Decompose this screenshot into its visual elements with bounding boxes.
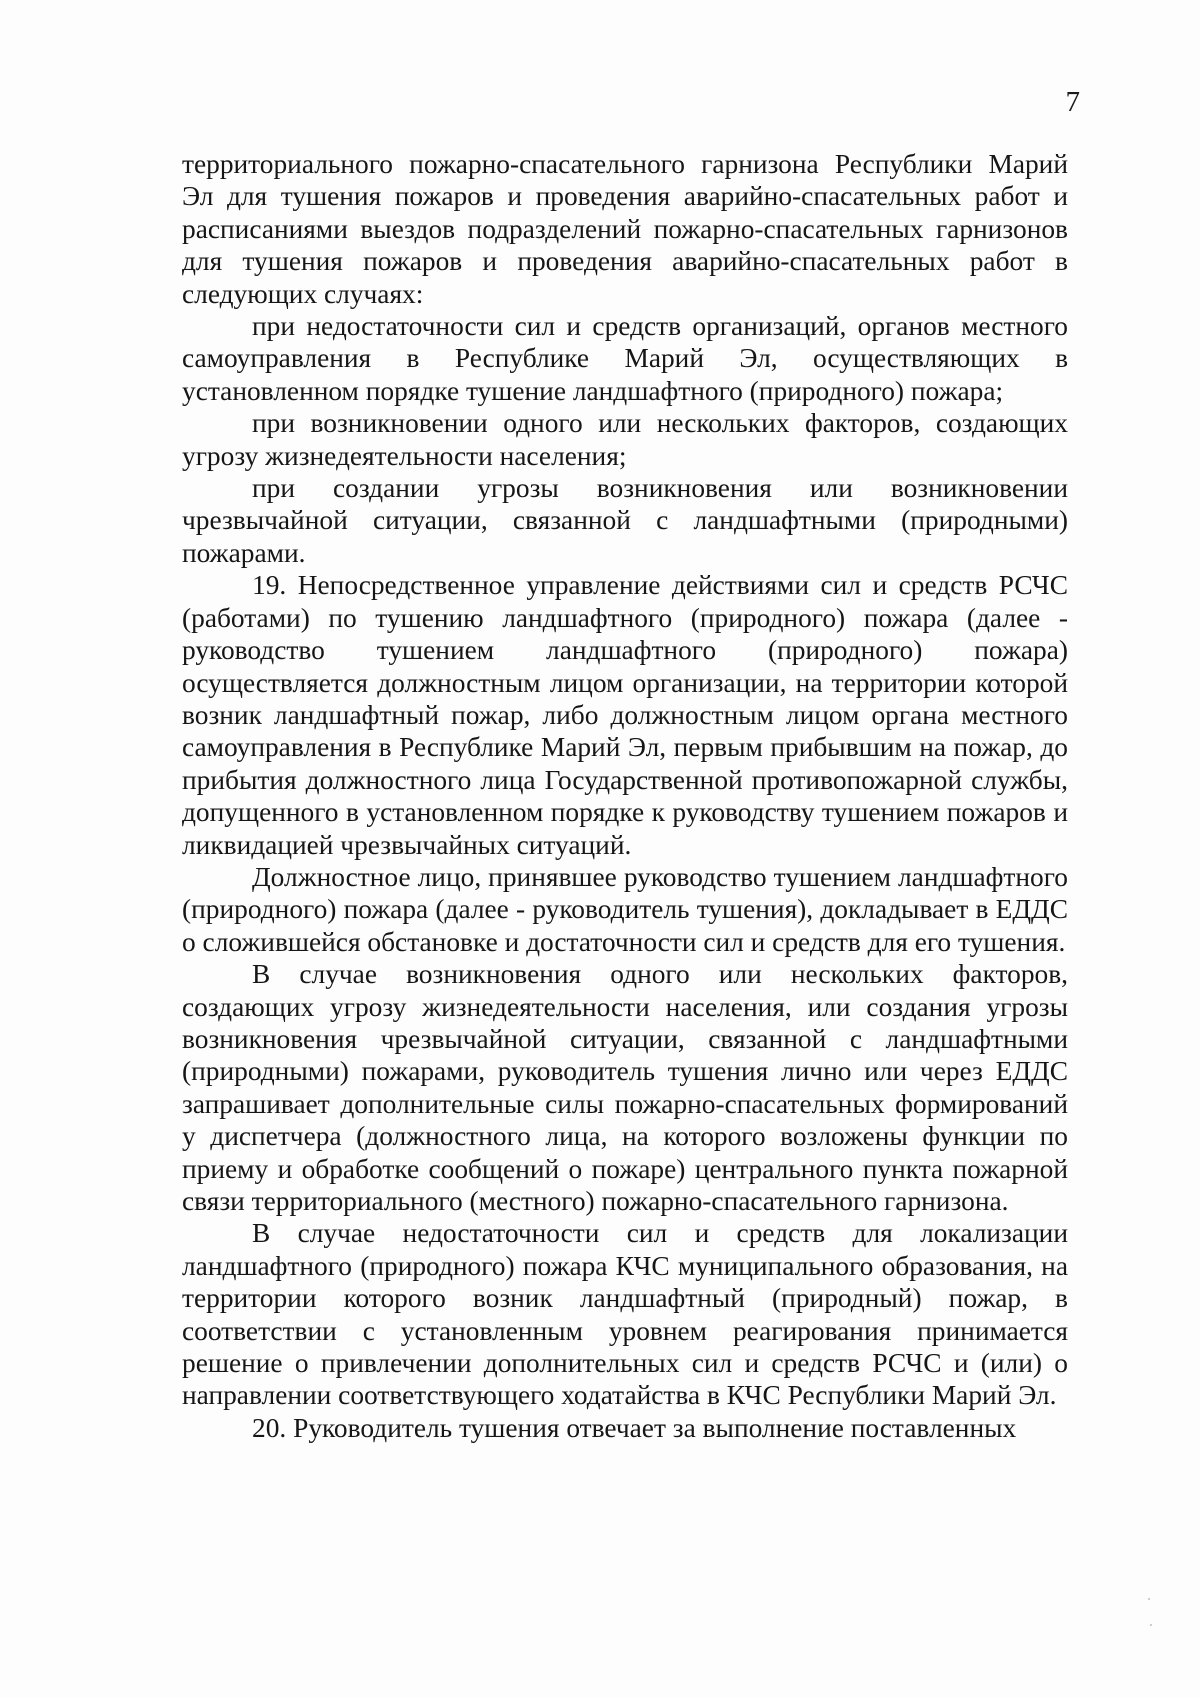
paragraph-item-19: 19. Непосредственное управление действиями сил и средств РСЧС (работами) по тушению ландшафтного (природного) пожара (далее - руководство тушением ландшафтного (природного) пожара) осуществляется должностным лицом организации, на территории которой возник ландшафтный пожар, либо должностным лицом органа местного самоуправления в Республике Марий Эл, первым прибывшим на пожар, до прибытия должностного лица Государственной противопожарной службы, допущенного в установленном порядке к руководству тушением пожаров и ликвидацией чрезвычайных ситуаций.: [182, 570, 1068, 860]
paragraph-official-report: Должностное лицо, принявшее руководство тушением ландшафтного (природного) пожара (далее - руководитель тушения), докладывает в ЕДДС о сложившейся обстановке и достаточности сил и средств для его тушения.: [182, 861, 1068, 957]
paragraph-case-emergency-threat: при создании угрозы возникновения или возникновении чрезвычайной ситуации, связанной с ландшафтными (природными) пожарами.: [182, 473, 1068, 568]
scan-speck: [1150, 1624, 1152, 1626]
paragraph-kchs-decision: В случае недостаточности сил и средств для локализации ландшафтного (природного) пожара КЧС муниципального образования, на территории которого возник ландшафтный (природный) пожар, в соответствии с установленным уровнем реагирования принимается решение о привлечении дополнительных сил и средств РСЧС и (или) о направлении соответствующего ходатайства в КЧС Республики Марий Эл.: [182, 1218, 1068, 1411]
document-body: [182, 148, 1068, 1444]
paragraph-additional-forces-request: В случае возникновения одного или нескольких факторов, создающих угрозу жизнедеятельности населения, или создания угрозы возникновения чрезвычайной ситуации, связанной с ландшафтными (природными) пожарами, руководитель тушения лично или через ЕДДС запрашивает дополнительные силы пожарно-спасательных формирований у диспетчера (должностного лица, на которого возложены функции по приему и обработке сообщений о пожаре) центрального пункта пожарной связи территориального (местного) пожарно-спасательного гарнизона.: [182, 959, 1068, 1216]
scan-speck: [1148, 1598, 1150, 1600]
paragraph-continuation: территориального пожарно-спасательного гарнизона Республики Марий Эл для тушения пожаров и проведения аварийно-спасательных работ и расписаниями выездов подразделений пожарно-спасательных гарнизонов для тушения пожаров и проведения аварийно-спасательных работ в следующих случаях:: [182, 149, 1068, 309]
paragraph-case-threat-factors: при возникновении одного или нескольких факторов, создающих угрозу жизнедеятельности населения;: [182, 408, 1068, 471]
paragraph-case-insufficient-forces: при недостаточности сил и средств организаций, органов местного самоуправления в Республике Марий Эл, осуществляющих в установленном порядке тушение ландшафтного (природного) пожара;: [182, 311, 1068, 406]
page-number: 7: [1065, 86, 1080, 118]
paragraph-item-20: 20. Руководитель тушения отвечает за выполнение поставленных: [252, 1412, 1017, 1443]
